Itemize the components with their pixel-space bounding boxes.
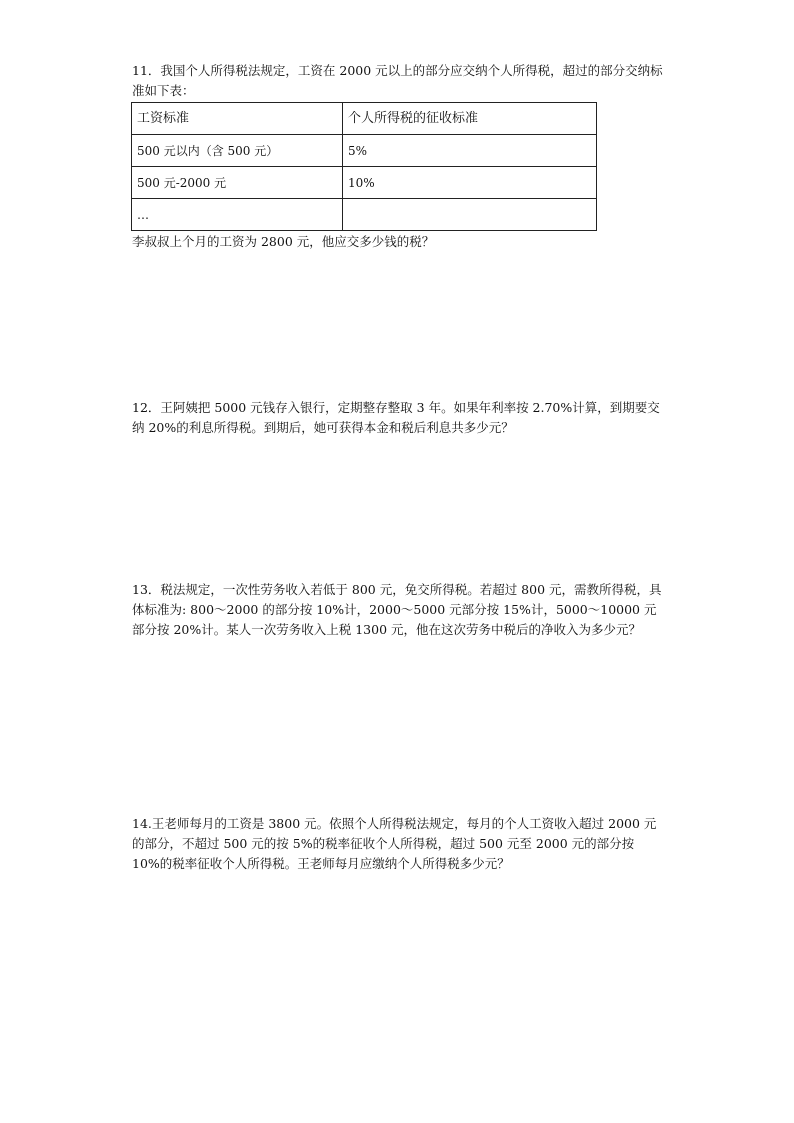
table-row [132, 135, 597, 167]
table-header-cell: 工资标准 [132, 103, 343, 135]
problem-11-text: 11．我国个人所得税法规定，工资在 2000 元以上的部分应交纳个人所得税，超过的部分交纳标准如下表： [132, 63, 663, 98]
problem-13-text: 13．税法规定，一次性劳务收入若低于 800 元，免交所得税。若超过 800 元，需教所得税，具体标准为: 800～2000 的部分按 10%计，2000～5000 元部分按 15%计，5000～10000 元部分按 20%计。某人一次劳务收入上税 1300 元，他在这次劳务中税后的净收入为多少元？ [132, 582, 662, 637]
problem-12-text: 12．王阿姨把 5000 元钱存入银行，定期整存整取 3 年。如果年利率按 2.70%计算，到期要交纳 20%的利息所得税。到期后，她可获得本金和税后利息共多少元？ [132, 400, 660, 435]
table-cell: 5% [343, 135, 597, 167]
table-cell [343, 199, 597, 231]
table-cell: 500 元以内（含 500 元） [132, 135, 343, 167]
table-cell: … [132, 199, 343, 231]
problem-11-question: 李叔叔上个月的工资为 2800 元，他应交多少钱的税？ [132, 234, 435, 249]
table-row [132, 167, 597, 199]
problem-14-text: 14.王老师每月的工资是 3800 元。依照个人所得税法规定，每月的个人工资收入超过 2000 元的部分，不超过 500 元的按 5%的税率征收个人所得税，超过 500 元至 2000 元的部分按 10%的税率征收个人所得税。王老师每月应缴纳个人所得税多少元？ [132, 816, 657, 871]
table-row [132, 199, 597, 231]
table-header-cell: 个人所得税的征收标准 [343, 103, 597, 135]
tax-rate-table [131, 102, 597, 231]
table-header-row [132, 103, 597, 135]
table-cell: 500 元-2000 元 [132, 167, 343, 199]
table-cell: 10% [343, 167, 597, 199]
